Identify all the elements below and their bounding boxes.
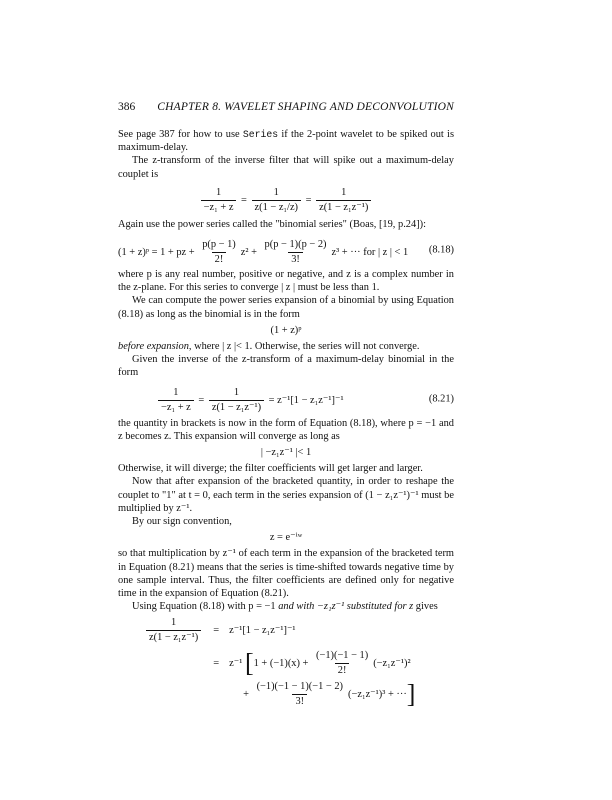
equation-number: (8.21) <box>428 393 454 405</box>
paragraph-time-shift: so that multiplication by z⁻¹ of each term in the expansion of the bracketed term in Equation (8.21) means that the series is time-shifted towards negative time by one sample interval. Thus, the filter coefficients are defined only for negative time in the expansion of Equation (8.21). <box>118 548 454 600</box>
equation-row <box>144 617 415 644</box>
numerator: 1 <box>273 186 279 198</box>
denominator: 2! <box>335 663 350 677</box>
paragraph-reshape: Now that after expansion of the bracketed quantity, in order to reshape the couplet to "1" at t = 0, each term in the series expansion of (1 − z₁z⁻¹)⁻¹ must be multiplied by z⁻¹. <box>118 476 454 514</box>
equation-rhs: z⁻¹[1 − z₁z⁻¹]⁻¹ <box>229 625 296 637</box>
fraction <box>146 617 201 644</box>
eq-text: z⁻¹ <box>229 658 243 670</box>
equals-sign: = <box>213 625 220 637</box>
denominator: 2! <box>212 252 227 266</box>
numerator: 1 <box>173 386 179 398</box>
numerator: 1 <box>341 186 347 198</box>
text-fragment: See page 387 for how to use <box>118 129 243 140</box>
eq-text: + <box>243 689 252 701</box>
equation-lhs <box>144 617 203 644</box>
equation-z-definition: z = e⁻ⁱʷ <box>269 532 303 544</box>
numerator: 1 <box>171 617 177 629</box>
equation-rhs <box>229 677 415 708</box>
fraction <box>254 681 346 708</box>
fraction <box>199 239 239 266</box>
text-fragment: gives <box>413 601 438 613</box>
fraction <box>316 187 371 214</box>
numerator: p(p − 1)(p − 2) <box>264 239 327 251</box>
fraction <box>313 650 371 677</box>
denominator: z(1 − z₁/z) <box>252 200 302 214</box>
equation-rhs <box>229 644 415 677</box>
denominator: 3! <box>292 694 307 708</box>
equation-8-21-body: $\frac{1}{\text{−z₁ + z}}$ = $\frac{1}{\text{z(1 − z₁z⁻¹)}}$ = z⁻¹[1 − z₁z⁻¹]⁻¹ <box>156 387 344 414</box>
text-fragment: Using Equation (8.18) with p = −1 <box>132 601 279 613</box>
eq-text: (1 + z)ᵖ = 1 + pz + <box>118 246 198 258</box>
italic-text: and with −z₁z⁻¹ substituted for z <box>278 601 414 613</box>
equation-convergence: | −z₁z⁻¹ |< 1 <box>260 447 312 459</box>
page-header <box>118 101 454 117</box>
left-bracket: [ <box>244 648 254 678</box>
numerator: (−1)(−1 − 1)(−1 − 2) <box>256 681 344 693</box>
paragraph-p-definition: where p is any real number, positive or negative, and z is a complex number in the z-plane. For this series to converge | z | must be less than 1. <box>118 269 454 294</box>
fraction <box>262 239 330 266</box>
equation-inverse-filter: $\frac{1}{\text{−z₁ + z}}$ = $\frac{1}{\text{z(1 − z₁/z)}}$ = $\frac{1}{\text{z(1 − z₁z⁻¹)}}$ <box>118 187 454 214</box>
paragraph-binomial-series: Again use the power series called the "binomial series" (Boas, [19, p.24]): <box>118 218 426 230</box>
equation-lhs-empty <box>144 677 203 708</box>
denominator: 3! <box>288 252 303 266</box>
eq-text: (−z₁z⁻¹)² <box>373 658 411 670</box>
equation-final-expansion <box>144 617 415 708</box>
equation-binomial-form: (1 + z)ᵖ <box>270 324 302 336</box>
numerator: p(p − 1) <box>202 239 236 251</box>
equation-row <box>144 644 415 677</box>
right-bracket: ] <box>406 679 416 709</box>
fraction <box>209 387 264 414</box>
equals-placeholder <box>203 677 229 708</box>
paragraph-using-equation <box>118 600 454 613</box>
eq-text: = z⁻¹[1 − z₁z⁻¹]⁻¹ <box>268 394 344 406</box>
numerator: 1 <box>233 386 240 398</box>
equation-row <box>144 677 415 708</box>
paragraph-compute-expansion: We can compute the power series expansion of a binomial by using Equation (8.18) as long as the binomial is in the form <box>118 295 454 320</box>
fraction <box>201 187 237 214</box>
numerator: 1 <box>215 186 222 198</box>
page-number: 386 <box>118 101 136 113</box>
paragraph-series-note <box>118 128 454 154</box>
code-series: Series <box>242 129 279 140</box>
denominator: z(1 − z₁z⁻¹) <box>316 200 371 214</box>
equation-8-18-body <box>118 239 408 266</box>
equation-8-21 <box>118 384 454 414</box>
paragraph-sign-convention: By our sign convention, <box>132 516 232 528</box>
denominator: z(1 − z₁z⁻¹) <box>146 630 201 644</box>
fraction <box>158 387 194 414</box>
paragraph-given-inverse: Given the inverse of the z-transform of a maximum-delay binomial in the form <box>118 354 454 379</box>
equation-8-18 <box>118 235 454 265</box>
denominator: −z₁ + z <box>201 200 237 214</box>
italic-text: before expansion <box>118 341 189 353</box>
eq-text: z² + <box>240 246 260 258</box>
paragraph-diverge: Otherwise, it will diverge; the filter coefficients will get larger and larger. <box>118 463 423 475</box>
paragraph-brackets: the quantity in brackets is now in the form of Equation (8.18), where p = −1 and z becomes z. This expansion will converge as long as <box>118 417 454 442</box>
text-fragment: , where | z |< 1. Otherwise, the series will not converge. <box>188 341 420 353</box>
numerator: (−1)(−1 − 1) <box>316 650 369 662</box>
paragraph-before-expansion <box>118 340 454 353</box>
denominator: −z₁ + z <box>158 400 194 414</box>
denominator: z(1 − z₁z⁻¹) <box>209 400 264 414</box>
eq-text: (−z₁z⁻¹)³ + ··· <box>348 689 407 701</box>
equation-lhs-empty <box>144 644 203 677</box>
equation-number: (8.18) <box>428 244 454 256</box>
paragraph-inverse-filter: The z-transform of the inverse filter that will spike out a maximum-delay couplet is <box>118 155 454 180</box>
eq-text: z³ + ··· for | z | < 1 <box>331 246 409 258</box>
text-fragment: if the 2-point wavelet to be spiked out is maximum-delay. <box>118 129 454 154</box>
fraction <box>252 187 302 214</box>
eq-text: 1 + (−1)(x) + <box>253 658 312 670</box>
page-body <box>118 128 454 708</box>
running-title: CHAPTER 8. WAVELET SHAPING AND DECONVOLUTION <box>157 101 454 113</box>
equals-sign: = <box>213 658 220 670</box>
